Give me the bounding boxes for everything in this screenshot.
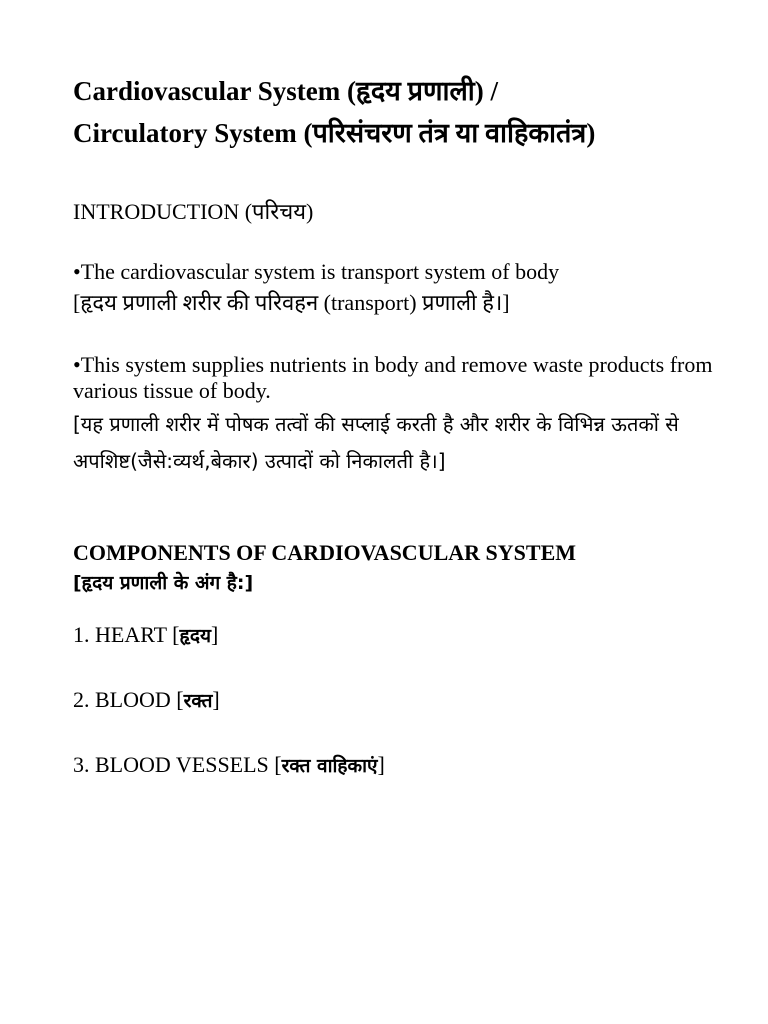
list-item: [73, 620, 723, 651]
page-title: [73, 70, 723, 154]
list-item: [73, 750, 723, 781]
component-2-prefix: 2. BLOOD [: [73, 687, 184, 712]
bullet-1-hindi: [हृदय प्रणाली शरीर की परिवहन (transport) प्रणाली है।]: [73, 290, 510, 315]
title-line-1: Cardiovascular System (हृदय प्रणाली) /: [73, 76, 499, 106]
bullet-1-english: •The cardiovascular system is transport system of body: [73, 259, 560, 284]
component-3-prefix: 3. BLOOD VESSELS [: [73, 752, 282, 777]
components-list: [73, 620, 723, 781]
components-heading-english: COMPONENTS OF CARDIOVASCULAR SYSTEM: [73, 540, 577, 565]
bullet-paragraph-2: [73, 352, 723, 480]
introduction-heading: INTRODUCTION (परिचय): [73, 199, 314, 224]
bullet-2-hindi: [यह प्रणाली शरीर में पोषक तत्वों की सप्लाई करती है और शरीर के विभिन्न ऊतकों से अपशिष्ट(जैसे:व्यर्थ,बेकार) उत्पादों को निकालती है।]: [73, 412, 679, 473]
component-1-hindi: हृदय: [179, 625, 211, 647]
document-page: [73, 70, 723, 815]
component-1-prefix: 1. HEART [: [73, 622, 180, 647]
component-1-suffix: ]: [211, 622, 219, 647]
component-2-hindi: रक्त: [183, 690, 213, 712]
bullet-paragraph-1: [73, 259, 723, 316]
component-3-hindi: रक्त वाहिकाएं: [281, 755, 378, 777]
components-heading: [73, 538, 723, 598]
components-heading-hindi: [हृदय प्रणाली के अंग है:]: [73, 572, 254, 594]
bullet-2-english: •This system supplies nutrients in body and remove waste products from various tissue of body.: [73, 352, 713, 403]
component-3-suffix: ]: [377, 752, 385, 777]
component-2-suffix: ]: [212, 687, 220, 712]
list-item: [73, 685, 723, 716]
title-line-2: Circulatory System (परिसंचरण तंत्र या वाहिकातंत्र): [73, 118, 596, 148]
